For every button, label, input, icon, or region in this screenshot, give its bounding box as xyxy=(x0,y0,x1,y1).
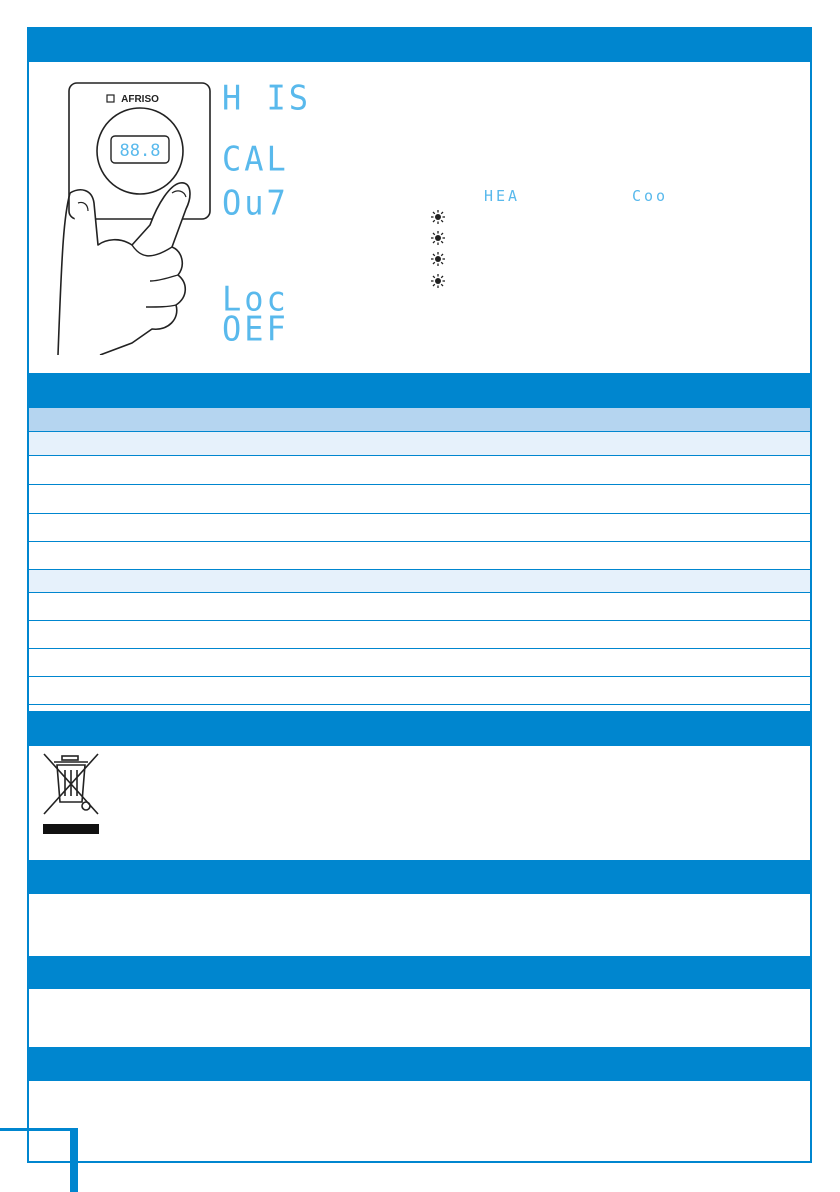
code-his: H IS xyxy=(222,78,312,118)
sun-icon xyxy=(431,252,445,266)
weee-bin-icon xyxy=(40,752,102,836)
section-header-bar-1 xyxy=(27,27,812,62)
table-subheader-row xyxy=(29,570,810,593)
brand-label: AFRISO xyxy=(121,94,159,105)
sun-icon xyxy=(431,231,445,245)
table-row xyxy=(29,621,810,649)
table-row xyxy=(29,677,810,705)
table-row xyxy=(29,649,810,677)
section-header-bar-5 xyxy=(27,956,812,989)
page-number-box xyxy=(0,1128,78,1192)
sun-icon xyxy=(431,274,445,288)
device-screen-value: 88.8 xyxy=(119,141,161,161)
code-coo: Coo xyxy=(632,187,669,205)
section-header-bar-3 xyxy=(27,711,812,746)
table-row xyxy=(29,514,810,542)
table-row xyxy=(29,456,810,485)
code-hea: HEA xyxy=(484,187,521,205)
table-row xyxy=(29,485,810,514)
table-row xyxy=(29,593,810,621)
table-subheader-row xyxy=(29,432,810,456)
sun-icon xyxy=(431,210,445,224)
code-loc: Loc xyxy=(222,279,289,319)
section-header-bar-2 xyxy=(27,373,812,408)
table-header-row xyxy=(29,408,810,432)
code-out: Ou7 xyxy=(222,183,289,223)
section-header-bar-6 xyxy=(27,1047,812,1081)
table-row xyxy=(29,542,810,570)
code-cal: CAL xyxy=(222,139,289,179)
code-oef: OEF xyxy=(222,309,289,349)
thermostat-illustration xyxy=(40,75,220,355)
section-header-bar-4 xyxy=(27,860,812,894)
